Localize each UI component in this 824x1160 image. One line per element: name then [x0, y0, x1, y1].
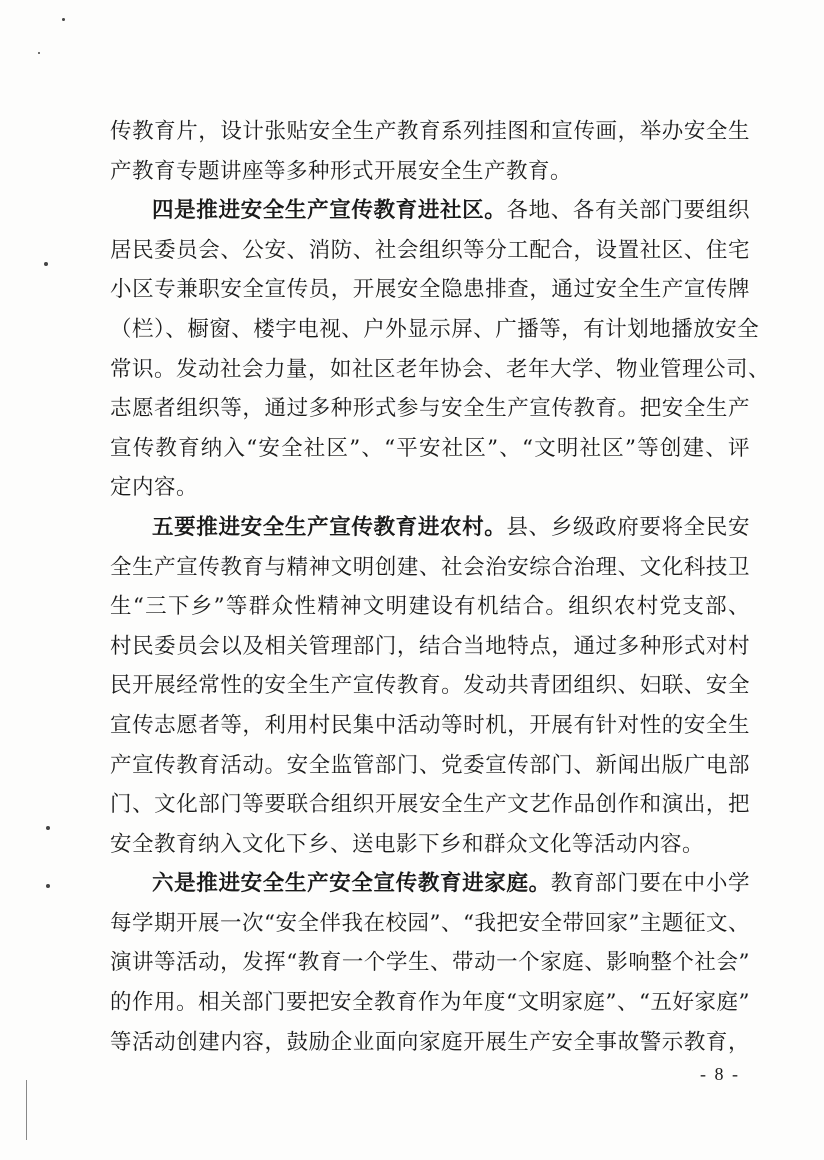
line-text: （栏）、橱窗、楼宇电视、户外显示屏、广播等，有计划地播放安全	[110, 316, 760, 342]
line-text: 村民委员会以及相关管理部门，结合当地特点，通过多种形式对村	[110, 633, 750, 659]
section-heading: 五要推进安全生产宣传教育进农村。	[152, 514, 507, 540]
line-text: 居民委员会、公安、消防、社会组织等分工配合，设置社区、住宅	[110, 237, 750, 263]
line-text: 教育部门要在中小学	[550, 871, 750, 897]
text-line	[110, 785, 750, 825]
text-line	[110, 350, 771, 390]
line-text: 各地、各有关部门要组织	[506, 198, 750, 224]
text-line	[110, 429, 750, 469]
line-text: 等活动创建内容，鼓励企业面向家庭开展生产安全事故警示教育，	[110, 1029, 750, 1055]
page-number: - 8 -	[700, 1064, 740, 1084]
text-line	[110, 706, 750, 746]
line-text: 安全教育纳入文化下乡、送电影下乡和群众文化等活动内容。	[110, 831, 705, 857]
line-text: 小区专兼职安全宣传员，开展安全隐患排查，通过安全生产宣传牌	[110, 277, 750, 303]
text-line	[110, 191, 750, 231]
text-line	[110, 825, 750, 865]
line-text: 民开展经常性的安全生产宣传教育。发动共青团组织、妇联、安全	[110, 673, 750, 699]
line-text: 产宣传教育活动。安全监管部门、党委宣传部门、新闻出版广电部	[110, 752, 750, 778]
text-line	[110, 983, 750, 1023]
text-line	[110, 112, 750, 152]
line-text: 志愿者组织等，通过多种形式参与安全生产宣传教育。把安全生产	[110, 396, 750, 422]
line-text: 县、乡级政府要将全民安	[506, 514, 750, 540]
line-text: 宣传志愿者等，利用村民集中活动等时机，开展有针对性的安全生	[110, 712, 750, 738]
text-line	[110, 627, 750, 667]
line-text: 门、文化部门等要联合组织开展安全生产文艺作品创作和演出，把	[110, 792, 750, 818]
section-heading: 四是推进安全生产宣传教育进社区。	[152, 198, 507, 224]
scan-dot	[38, 52, 40, 54]
scan-edge-line	[26, 1080, 27, 1140]
scan-dot	[44, 262, 48, 266]
text-line	[110, 864, 750, 904]
text-line	[110, 508, 750, 548]
scan-dot	[62, 18, 65, 21]
text-line	[110, 270, 750, 310]
text-line	[110, 587, 750, 627]
text-line	[110, 468, 750, 508]
line-text: 定内容。	[110, 475, 199, 501]
text-line	[110, 904, 750, 944]
line-text: 传教育片，设计张贴安全生产教育系列挂图和宣传画，举办安全生	[110, 119, 750, 144]
text-line	[110, 1023, 750, 1063]
line-text: 常识。发动社会力量，如社区老年协会、老年大学、物业管理公司、	[110, 356, 771, 382]
line-text: 每学期开展一次“安全伴我在校园”、“我把安全带回家”主题征文、	[110, 910, 750, 936]
text-line	[110, 389, 750, 429]
text-line	[110, 943, 750, 983]
line-text: 的作用。相关部门要把安全教育作为年度“文明家庭”、“五好家庭”	[110, 990, 750, 1016]
text-line	[110, 310, 760, 350]
section-heading: 六是推进安全生产安全宣传教育进家庭。	[152, 871, 551, 897]
scan-dot	[46, 826, 50, 830]
line-text: 产教育专题讲座等多种形式开展安全生产教育。	[110, 158, 573, 184]
text-line	[110, 231, 750, 271]
text-line	[110, 548, 750, 588]
body-text	[110, 112, 771, 1062]
line-text: 全生产宣传教育与精神文明创建、社会治安综合治理、文化科技卫	[110, 554, 750, 580]
line-text: 演讲等活动，发挥“教育一个学生、带动一个家庭、影响整个社会”	[110, 950, 750, 976]
line-text: 生“三下乡”等群众性精神文明建设有机结合。组织农村党支部、	[110, 594, 750, 620]
scan-dot	[46, 884, 50, 888]
text-line	[110, 152, 750, 192]
text-line	[110, 746, 750, 786]
text-line	[110, 666, 750, 706]
line-text: 宣传教育纳入“安全社区”、“平安社区”、“文明社区”等创建、评	[110, 435, 750, 461]
